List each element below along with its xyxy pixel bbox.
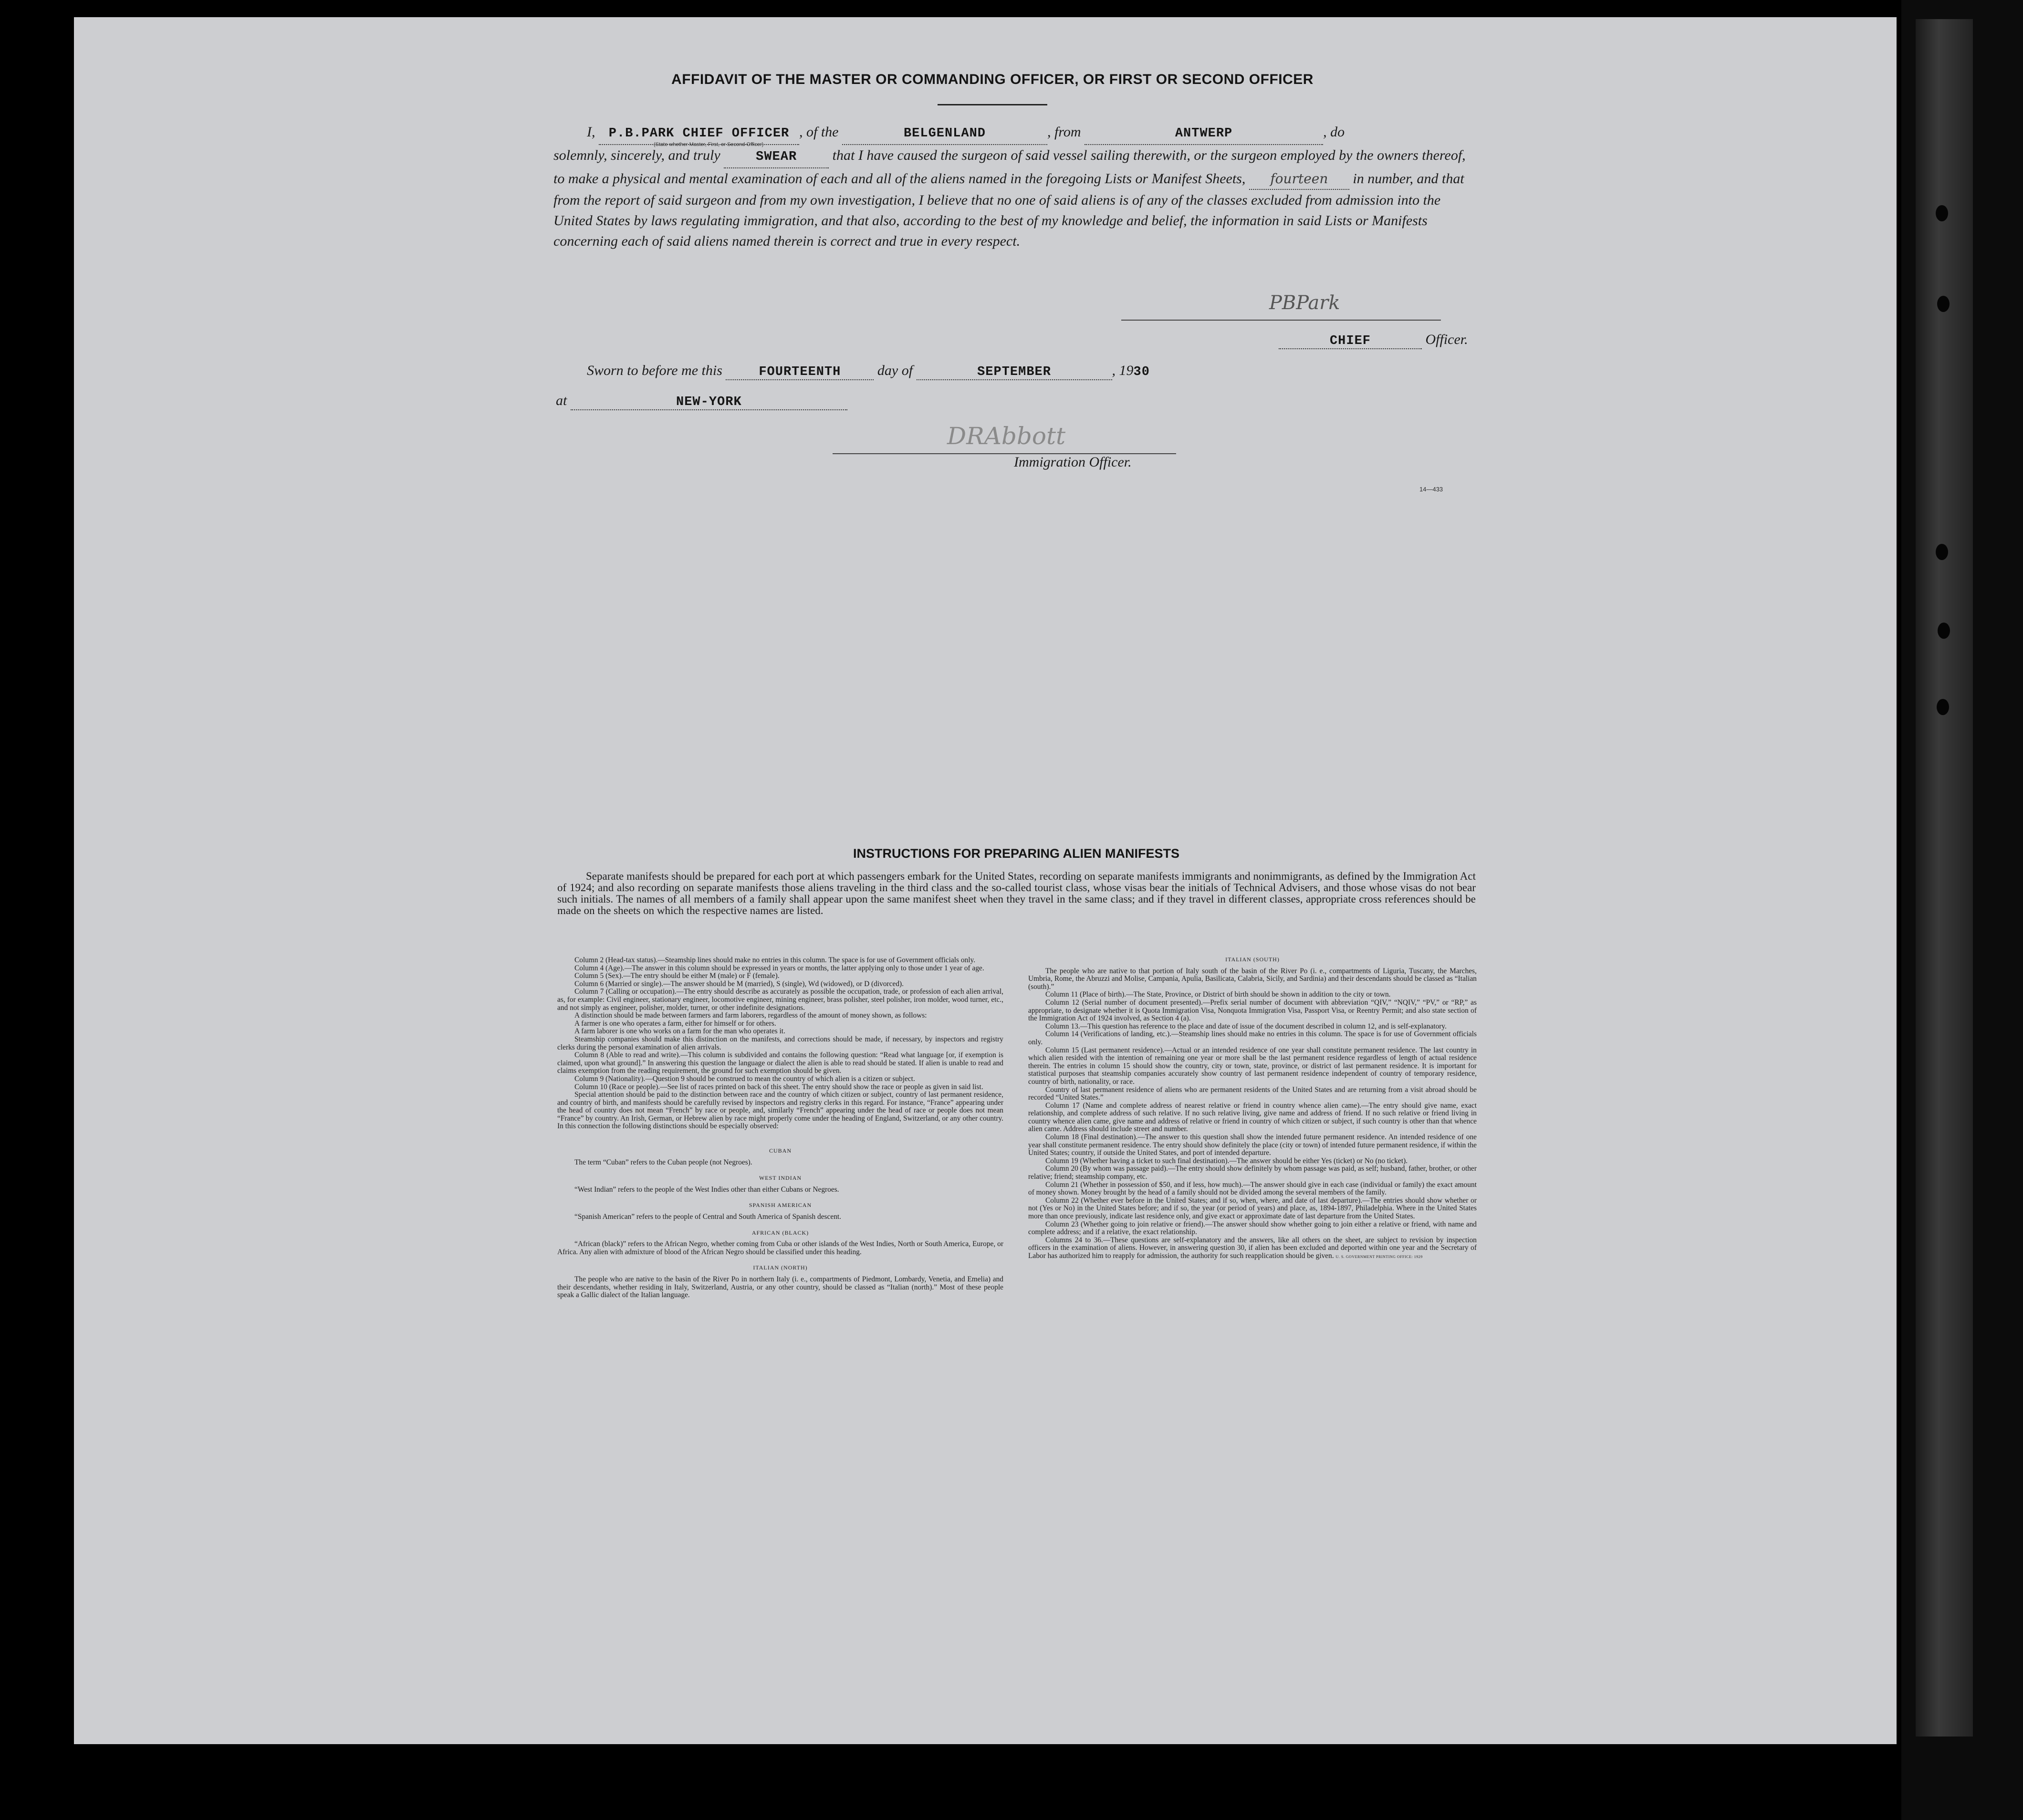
port-field: ANTWERP (1084, 124, 1323, 145)
instruction-paragraph: Column 4 (Age).—The answer in this column should be expressed in years or months, the latter applying only to those under 1 year of age. (574, 964, 984, 972)
printing-office-note: U. S. GOVERNMENT PRINTING OFFICE: 1929 (1335, 1254, 1423, 1259)
count-field: fourteen (1249, 168, 1349, 190)
form-number: 14—433 (1419, 486, 1443, 493)
instruction-paragraph: Column 22 (Whether ever before in the United States; and if so, when, where, and date of last departure).—The entries should show whether or not (Yes or No) in the United States before; and if so, the year (or period of years) and place, as, 1894-1897, Philadelphia. Where in the United States more than once previously, indicate last residence only, and give exact or approximate date of last departure from the United States. (1028, 1196, 1477, 1220)
vessel-field: BELGENLAND (842, 124, 1047, 145)
punch-hole (1938, 623, 1950, 639)
swear-field: SWEAR (724, 147, 829, 168)
title-rule (938, 104, 1047, 105)
officer-signature-line (1121, 320, 1441, 321)
binder-edge (1901, 0, 2023, 1820)
affidavit-title: AFFIDAVIT OF THE MASTER OR COMMANDING OFFICER, OR FIRST OR SECOND OFFICER (671, 72, 1314, 87)
affidavit-body (553, 122, 1477, 251)
sworn-year-prefix: , 19 (1112, 363, 1134, 378)
punch-hole (1937, 699, 1949, 715)
instruction-paragraph (1028, 1237, 1477, 1261)
instructions-left-column (557, 957, 1003, 1300)
affidavit-i: I, (587, 124, 595, 140)
instruction-paragraph: Column 14 (Verifications of landing, etc.).—Steamship lines should make no entries in this column. The space is for use of Government officials only. (1028, 1030, 1477, 1046)
sworn-place-row (556, 393, 847, 410)
instructions-right-column (1028, 956, 1477, 1261)
definition-italian-north: The people who are native to the basin of the River Po in northern Italy (i. e., compartments of Piedmont, Lombardy, Venetia, and Emelia) and their descendants, whether residing in Italy, Switzerland, Austria, or any other country, should be classed as “Italian (north).” Most of these people speak a Gallic dialect of the Italian language. (557, 1275, 1003, 1300)
definition-cuban: The term “Cuban” refers to the Cuban people (not Negroes). (574, 1158, 752, 1166)
instruction-paragraph: Country of last permanent residence of aliens who are permanent residents of the United States and are returning from a visit abroad should be recorded “United States.” (1028, 1085, 1477, 1102)
instruction-paragraph: A distinction should be made between farmers and farm laborers, regardless of the amount of money shown, as follows: (574, 1011, 927, 1020)
instruction-paragraph: Column 11 (Place of birth).—The State, Province, or District of birth should be shown in addition to the city or town. (1045, 990, 1391, 999)
heading-cuban: CUBAN (769, 1147, 792, 1154)
heading-italian-south: ITALIAN (SOUTH) (1225, 956, 1280, 963)
instruction-paragraph: Column 5 (Sex).—The entry should be either M (male) or F (female). (574, 972, 780, 980)
sworn-year-field: 30 (1133, 365, 1150, 379)
instruction-paragraph: Special attention should be paid to the distinction between race and the country of which citizen or subject, country of last permanent residence, and country of birth, and manifests should be carefully revised by inspectors and registry clerks in this regard. For instance, “France” appearing under the head of country does not mean “French” by race or people, and, similarly “French” appearing under the head of race or people does not mean “France” by country. An Irish, German, or Hebrew alien by race might properly come under the heading of England, Switzerland, or any other country. In this connection the following distinctions should be especially observed: (557, 1091, 1003, 1131)
officer-rank-row (1279, 332, 1468, 349)
heading-spanish-american: SPANISH AMERICAN (749, 1202, 812, 1209)
heading-african: AFRICAN (BLACK) (751, 1229, 809, 1236)
sworn-month-field: SEPTEMBER (917, 365, 1112, 380)
instruction-paragraph: Column 23 (Whether going to join relative or friend).—The answer should show whether going to join either a relative or friend, with name and complete address; and if a relative, the exact relationship. (1028, 1220, 1477, 1237)
sworn-row (587, 363, 1150, 380)
instruction-paragraph: Column 21 (Whether in possession of $50, and if less, how much).—The answer should give in each case (individual or family) the exact amount of money shown. Money brought by the head of a family should not be divided among the several members of the family. (1028, 1180, 1477, 1197)
officer-note: (State whether Master, First, or Second Officer) (654, 142, 764, 147)
instruction-paragraph: Column 12 (Serial number of document presented).—Prefix serial number of document with abbreviation “QIV,” “NQIV,” “PV,” or “RP,” as appropriate, to designate whether it is Quota Immigration Visa, Nonquota Immigration Visa, Passport Visa, or Reentry Permit; and also state section of the Immigration Act of 1924 involved, as Section 4 (a). (1028, 998, 1477, 1023)
immigration-officer-label: Immigration Officer. (1014, 454, 1132, 470)
instruction-paragraph: Column 20 (By whom was passage paid).—The entry should show definitely by whom passage was paid, as self; husband, father, brother, or other relative; friend; steamship company, etc. (1028, 1165, 1477, 1181)
affidavit-that: that I have caused the surgeon of said vessel sailing therewith, or the surgeon employed by the owners thereof, to make a physical and mental examination of each and all of the aliens named in the foregoing Lists or Manifest Sheets, (553, 147, 1466, 187)
affidavit-number: in number, and that from the report of said surgeon and from my own investigation, I believe that no one of said aliens is of any of the classes excluded from admission into the United States by laws regulating immigration, and that also, according to the best of my knowledge and belief, the information in said Lists or Manifests concerning each of said aliens named therein is correct and true in every respect. (553, 171, 1464, 249)
sworn-prefix: Sworn to before me this (587, 363, 722, 378)
instruction-paragraph: Column 6 (Married or single).—The answer should be M (married), S (single), Wd (widowed), or D (divorced). (574, 979, 904, 988)
punch-hole (1936, 205, 1948, 221)
sworn-at: at (556, 393, 567, 408)
instruction-paragraph: Column 15 (Last permanent residence).—Actual or an intended residence of one year shall constitute permanent residence. The last country in which alien resided with the intention of remaining one year or more shall be the last permanent residence regardless of length of actual residence therein. The entries in column 15 should show the country, city or town, state, province, or district of last permanent residence. It is important for statistical purposes that steamship companies accurately show country of last permanent residence independent of country of temporary residence, country of birth, nationality, or race. (1028, 1046, 1477, 1086)
rank-field: CHIEF (1279, 334, 1422, 349)
definition-african: “African (black)” refers to the African Negro, whether coming from Cuba or other islands of the West Indies, North or South America, Europe, or Africa. Any alien with admixture of blood of the African Negro should be classified under this heading. (557, 1240, 1003, 1256)
definition-italian-south: The people who are native to that portion of Italy south of the basin of the River Po (i. e., compartments of Liguria, Tuscany, the Marches, Umbria, Rome, the Abruzzi and Molise, Campania, Apulia, Basilicata, Calabria, Sicily, and Sardinia) and their descendants should be classed as “Italian (south).” (1028, 967, 1477, 991)
sworn-place-field: NEW-YORK (571, 395, 847, 410)
instruction-paragraph: Column 19 (Whether having a ticket to such final destination).—The answer should be either Yes (ticket) or No (no ticket). (1045, 1156, 1408, 1165)
instruction-paragraph: Column 8 (Able to read and write).—This column is subdivided and contains the following question: “Read what language [or, if exemption is claimed, upon what ground].” In answering this question the language or dialect the alien is able to read should be stated. If alien is unable to read and claims exemption from the reading requirement, the ground for such exemption should be given. (557, 1051, 1003, 1075)
instructions-title: INSTRUCTIONS FOR PREPARING ALIEN MANIFESTS (853, 846, 1180, 861)
instruction-paragraph: Column 10 (Race or people).—See list of races printed on back of this sheet. The entry should show the race or people as given in said list. (574, 1082, 983, 1091)
affidavit-solemnly: solemnly, sincerely, and truly (553, 147, 720, 163)
binder-strip (1916, 19, 1973, 1737)
instruction-paragraph: A farm laborer is one who works on a farm for the man who operates it. (574, 1027, 785, 1036)
instruction-paragraph: Steamship companies should make this distinction on the manifests, and corrections should be made, if necessary, by inspectors and registry clerks during the personal examination of alien arrivals. (557, 1035, 1003, 1051)
instruction-paragraph: Column 2 (Head-tax status).—Steamship lines should make no entries in this column. The space is for use of Government officials only. (574, 956, 976, 964)
heading-west-indian: WEST INDIAN (759, 1175, 802, 1182)
affidavit-from: , from (1047, 124, 1081, 140)
instruction-paragraph: A farmer is one who operates a farm, either for himself or for others. (574, 1019, 776, 1028)
instruction-paragraph: Column 9 (Nationality).—Question 9 should be construed to mean the country of which alien is a citizen or subject. (574, 1074, 915, 1083)
definition-spanish-american: “Spanish American” refers to the people of Central and South America of Spanish descent. (574, 1213, 842, 1221)
immigration-signature: DRAbbott (947, 422, 1066, 450)
heading-italian-north: ITALIAN (NORTH) (753, 1264, 808, 1271)
punch-hole (1936, 544, 1948, 560)
instruction-paragraph: Column 17 (Name and complete address of nearest relative or friend in country whence alien came).—The entry should give name, exact relationship, and complete address of such relative. If no such relative living, give name and address of friend. If no such relative or friend living in country whence alien came, give name and address of relative or friend in country of which citizen or subject, if such country is other than that whence alien came. Address should include street and number. (1028, 1101, 1477, 1134)
instructions-intro (557, 871, 1476, 916)
officer-signature: PBPark (1269, 292, 1340, 314)
final-instruction: Columns 24 to 36.—These questions are self-explanatory and the answers, like all others on the sheet, are subject to revision by inspection officers in the examination of aliens. However, in answering question 30, if alien has been excluded and deported within one year and the Secretary of Labor has authorized him to reapply for admission, the authority for such reapplication should be given. (1028, 1236, 1477, 1260)
sworn-day-field: FOURTEENTH (726, 365, 874, 380)
affidavit-do: , do (1323, 124, 1345, 140)
officer-label: Officer. (1425, 332, 1468, 347)
affidavit-of-the: , of the (799, 124, 839, 140)
punch-hole (1937, 296, 1950, 312)
instruction-paragraph: Column 13.—This question has reference to the place and date of issue of the document described in column 12, and is self-explanatory. (1045, 1022, 1447, 1030)
instruction-paragraph: Column 7 (Calling or occupation).—The entry should describe as accurately as possible the occupation, trade, or profession of each alien arrival, as, for example: Civil engineer, stationary engineer, locomotive engineer, mining engineer, brass polisher, steel polisher, iron molder, wood turner, etc., and not simply as engineer, polisher, molder, turner, or other indefinite designations. (557, 988, 1003, 1012)
intro-paragraph: Separate manifests should be prepared for each port at which passengers embark for the United States, recording on separate manifests immigrants and nonimmigrants, as defined by the Immigration Act of 1924; and also recording on separate manifests those aliens traveling in the third class and the so-called tourist class, whose visas bear the initials of Technical Advisers, and those whose visas do not bear such initials. The names of all members of a family shall appear upon the same manifest sheet when they travel in the same class; and if they travel in different classes, appropriate cross references should be made on the sheets on which the respective names are listed. (557, 870, 1476, 916)
officer-name-field: P.B.PARK CHIEF OFFICER (599, 124, 799, 145)
definition-west-indian: “West Indian” refers to the people of the West Indies other than either Cubans or Negroes. (574, 1185, 839, 1194)
sworn-day-of: day of (877, 363, 913, 378)
instruction-paragraph: Column 18 (Final destination).—The answer to this question shall show the intended future permanent residence. An intended residence of one year shall constitute permanent residence. The entry should show definitely the place (city or town) of intended future permanent residence, if within the United States; country, if outside the United States, and port of intended departure. (1028, 1133, 1477, 1157)
